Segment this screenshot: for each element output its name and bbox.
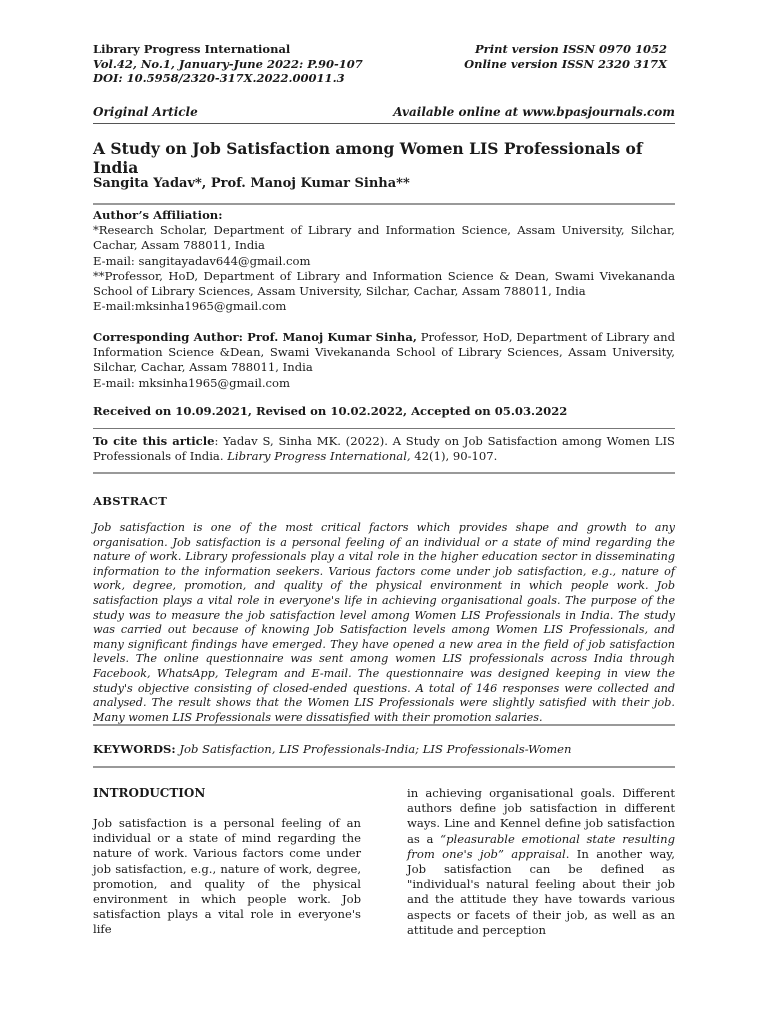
corresponding-block — [93, 330, 675, 391]
citation — [93, 434, 675, 464]
doi: DOI: 10.5958/2320-317X.2022.00011.3 — [93, 71, 345, 85]
corresponding-email: E-mail: mksinha1965@gmail.com — [93, 375, 291, 390]
citation-journal: Library Progress International, — [227, 449, 411, 464]
abstract-heading: ABSTRACT — [93, 494, 168, 508]
abstract-text: Job satisfaction is one of the most critical factors which provides shape and growth to any organisation. Job satisfaction is a personal feeling of an individual or a state of mind regarding the nature of work. Library professionals play a vital role in the higher education sector in disseminating information to the information seekers. Various factors come under job satisfaction, e.g., nature of work, degree, promotion, and quality of the physical environment in which people work. Job satisfaction plays a vital role in everyone's life in achieving organisational goals. The purpose of the study was to measure the job satisfaction level among Women LIS Professionals in India. The study was carried out because of knowing Job Satisfaction levels among Women LIS Professionals, and many significant findings have emerged. They have opened a new area in the field of job satisfaction levels. The online questionnaire was sent among women LIS professionals across India through Facebook, WhatsApp, Telegram and E-mail. The questionnaire was designed keeping in view the study's objective consisting of closed-ended questions. A total of 146 responses were collected and analysed. The result shows that the Women LIS Professionals were slightly satisfied with their job. Many women LIS Professionals were dissatisfied with their promotion salaries. — [93, 521, 675, 724]
intro-right-quote: “pleasurable emotional state resulting from one's job” appraisal — [407, 831, 675, 861]
print-issn: Print version ISSN 0970 1052 — [475, 42, 667, 56]
citation-text: : Yadav S, Sinha MK. (2022). A Study on Job Satisfaction among Women LIS Professionals of India. — [93, 434, 675, 464]
affiliation-heading: Author’s Affiliation: — [93, 208, 223, 222]
keywords-label: KEYWORDS: — [93, 742, 176, 756]
intro-left-text: Job satisfaction is a personal feeling of an individual or a state of mind regarding the nature of work. Various factors come under job satisfaction, e.g., nature of work, degree, promotion, and quality of the physical environment in which people work. Job satisfaction plays a vital role in everyone's life — [93, 816, 361, 937]
online-issn: Online version ISSN 2320 317X — [464, 56, 667, 71]
affiliation-1: *Research Scholar, Department of Library and Information Science, Assam University, Silchar, Cachar, Assam 788011, India — [93, 223, 675, 253]
intro-right-column — [407, 786, 675, 938]
introduction-heading: INTRODUCTION — [93, 786, 206, 800]
dates: Received on 10.09.2021, Revised on 10.02.2022, Accepted on 05.03.2022 — [93, 404, 568, 418]
citation-label: To cite this article — [93, 434, 215, 448]
keywords — [93, 742, 571, 756]
corresponding-text: Professor, HoD, Department of Library and Information Science &Dean, Swami Vivekananda School of Library Sciences, Assam University, Silchar, Cachar, Assam 788011, India — [93, 330, 675, 375]
intro-right-text-2: . In another way, Job satisfaction can be defined as "individual's natural feeling about their job and the attitude they have towards various aspects or facets of their job, as well as an attitude and perception — [407, 846, 675, 937]
issn-info — [464, 42, 667, 71]
abstract-rule — [93, 724, 675, 726]
keywords-text: Job Satisfaction, LIS Professionals-India; LIS Professionals-Women — [175, 742, 572, 756]
subheader — [93, 105, 675, 119]
keywords-rule — [93, 766, 675, 768]
journal-header — [93, 42, 363, 86]
intro-right-text-1: in achieving organisational goals. Different authors define job satisfaction in different ways. Line and Kennel define job satisfaction as a — [407, 786, 675, 846]
affiliation-1-email: E-mail: sangitayadav644@gmail.com — [93, 253, 311, 268]
affiliation-block — [93, 208, 675, 314]
article-type: Original Article — [93, 105, 198, 119]
journal-name: Library Progress International — [93, 42, 291, 56]
affiliation-2-email: E-mail:mksinha1965@gmail.com — [93, 299, 287, 314]
authors-rule — [93, 203, 675, 205]
dates-rule — [93, 428, 675, 429]
authors: Sangita Yadav*, Prof. Manoj Kumar Sinha** — [93, 176, 410, 191]
volume-info: Vol.42, No.1, January-June 2022: P.90-107 — [93, 56, 363, 71]
available-online: Available online at www.bpasjournals.com — [393, 105, 675, 119]
intro-left-column — [93, 816, 361, 938]
citation-rule — [93, 472, 675, 474]
header-rule — [93, 123, 675, 124]
article-title: A Study on Job Satisfaction among Women LIS Professionals of India — [93, 139, 643, 177]
citation-volume: 42(1), 90-107. — [410, 449, 498, 464]
affiliation-2: **Professor, HoD, Department of Library and Information Science & Dean, Swami Vivekananda School of Library Sciences, Assam University, Silchar, Cachar, Assam 788011, India — [93, 268, 675, 299]
corresponding-label: Corresponding Author: Prof. Manoj Kumar Sinha, — [93, 330, 417, 344]
